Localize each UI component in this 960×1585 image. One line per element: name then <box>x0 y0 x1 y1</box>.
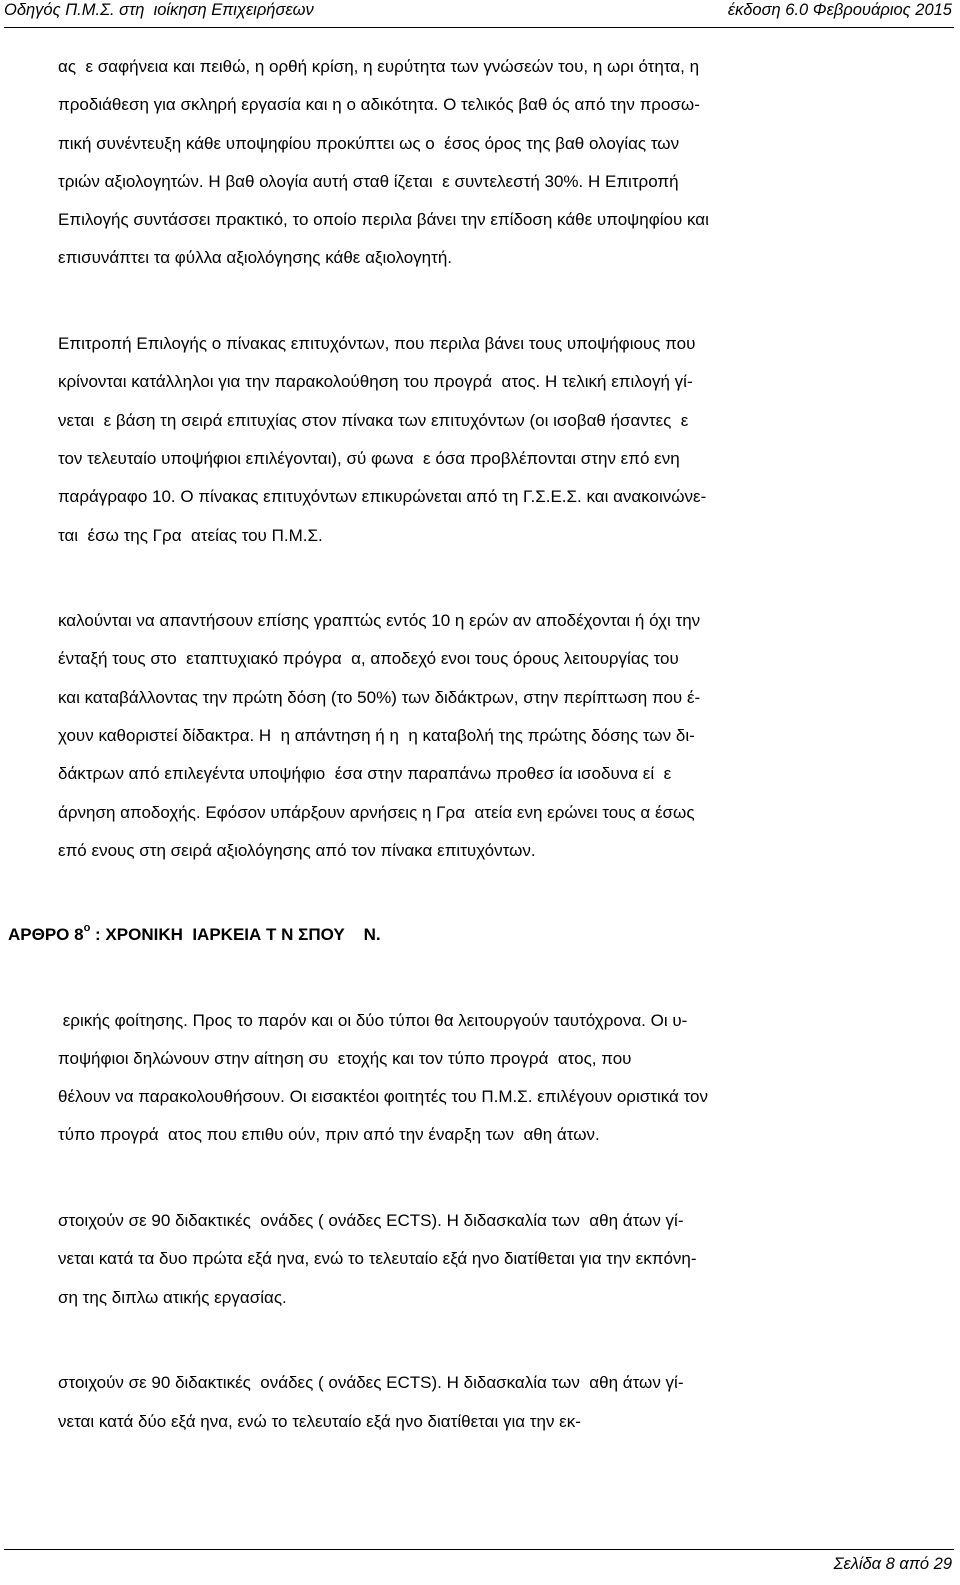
page-number: Σελίδα 8 από 29 <box>833 1555 952 1573</box>
article-title-text: : ΧΡΟΝΙΚΗ ΙΑΡΚΕΙΑ Τ Ν ΣΠΟΥ Ν. <box>90 925 381 945</box>
text-line: στοιχούν σε 90 διδακτικές ονάδες ( ονάδες ECTS). Η διδασκαλία των αθη άτων γί- <box>58 1211 684 1231</box>
header-edition: έκδοση 6.0 Φεβρουάριος 2015 <box>727 1 952 19</box>
text-line: τον τελευταίο υποψήφιοι επιλέγονται), σύ φωνα ε όσα προβλέπονται στην επό ενη <box>58 448 680 468</box>
text-line: ποψήφιοι δηλώνουν στην αίτηση συ ετοχής και τον τύπο προγρά ατος, που <box>58 1048 632 1068</box>
text-line: πική συνέντευξη κάθε υποψηφίου προκύπτει ως ο έσος όρος της βαθ ολογίας των <box>58 133 680 153</box>
text-line: στοιχούν σε 90 διδακτικές ονάδες ( ονάδες ECTS). Η διδασκαλία των αθη άτων γί- <box>58 1373 684 1393</box>
text-line <box>58 963 950 1001</box>
text-line: δάκτρων από επιλεγέντα υποψήφιο έσα στην παραπάνω προθεσ ία ισοδυνα εί ε <box>58 764 672 784</box>
text-line: καλούνται να απαντήσουν επίσης γραπτώς εντός 10 η ερών αν αποδέχονται ή όχι την <box>58 611 701 631</box>
text-line: θέλουν να παρακολουθήσουν. Οι εισακτέοι φοιτητές του Π.Μ.Σ. επιλέγουν οριστικά τον <box>58 1087 709 1107</box>
text-line: τύπο προγρά ατος που επιθυ ούν, πριν από την έναρξη των αθη άτων. <box>58 1125 600 1145</box>
document-body <box>8 48 950 1441</box>
text-line: Επιτροπή Επιλογής ο πίνακας επιτυχόντων, που περιλα βάνει τους υποψήφιους που <box>58 334 696 354</box>
header-document-title: Οδηγός Π.Μ.Σ. στη ιοίκηση Επιχειρήσεων <box>4 1 314 19</box>
text-line: κρίνονται κατάλληλοι για την παρακολούθηση του προγρά ατος. Η τελική επιλογή γί- <box>58 372 693 392</box>
header-divider <box>4 27 954 28</box>
article-item-3 <box>58 1326 950 1441</box>
text-line: χουν καθοριστεί δίδακτρα. Η η απάντηση ή η η καταβολή της πρώτης δόσης των δι- <box>58 726 695 746</box>
text-line: και καταβάλλοντας την πρώτη δόση (το 50%) των διδάκτρων, στην περίπτωση που έ- <box>58 687 701 707</box>
text-line: ας ε σαφήνεια και πειθώ, η ορθή κρίση, η ευρύτητα των γνώσεών του, η ωρι ότητα, η <box>58 57 700 76</box>
text-line: προδιάθεση για σκληρή εργασία και η ο αδικότητα. Ο τελικός βαθ ός από την προσω- <box>58 95 700 115</box>
text-line: ται έσω της Γρα ατείας του Π.Μ.Σ. <box>58 525 323 545</box>
paragraph-9 <box>58 287 950 555</box>
page-footer <box>0 1541 960 1581</box>
paragraph-8-continuation <box>58 48 950 278</box>
text-line: νεται ε βάση τη σειρά επιτυχίας στον πίνακα των επιτυχόντων (οι ισοβαθ ήσαντες ε <box>58 410 689 430</box>
text-line: νεται κατά δύο εξά ηνα, ενώ το τελευταίο εξά ηνο διατίθεται για την εκ- <box>58 1411 581 1431</box>
text-line: Επιλογής συντάσσει πρακτικό, το οποίο περιλα βάνει την επίδοση κάθε υποψηφίου και <box>58 210 709 230</box>
text-line <box>58 287 950 325</box>
text-line: ένταξή τους στο εταπτυχιακό πρόγρα α, αποδεχό ενοι τους όρους λειτουργίας του <box>58 649 679 669</box>
text-line <box>58 1326 950 1364</box>
article-title-superscript: ο <box>83 921 91 934</box>
article-item-2 <box>58 1164 950 1317</box>
text-line: άρνηση αποδοχής. Εφόσον υπάρξουν αρνήσεις η Γρα ατεία ενη ερώνει τους α έσως <box>58 802 695 822</box>
paragraph-10 <box>58 564 950 870</box>
text-line: παράγραφο 10. Ο πίνακας επιτυχόντων επικυρώνεται από τη Γ.Σ.Ε.Σ. και ανακοινώνε- <box>58 487 707 507</box>
article-item-1 <box>58 963 950 1154</box>
text-line: επισυνάπτει τα φύλλα αξιολόγησης κάθε αξιολογητή. <box>58 248 452 268</box>
article-heading <box>8 916 950 954</box>
text-line <box>58 1164 950 1202</box>
text-line <box>58 564 950 602</box>
page-header <box>0 0 960 34</box>
footer-divider <box>4 1549 954 1550</box>
text-line: νεται κατά τα δυο πρώτα εξά ηνα, ενώ το τελευταίο εξά ηνο διατίθεται για την εκπόνη- <box>58 1249 697 1269</box>
article-title-prefix: ΑΡΘΡΟ 8 <box>8 925 84 945</box>
text-line: επό ενους στη σειρά αξιολόγησης από τον πίνακα επιτυχόντων. <box>58 840 536 860</box>
text-line: ση της διπλω ατικής εργασίας. <box>58 1287 287 1307</box>
text-line: ερικής φοίτησης. Προς το παρόν και οι δύο τύποι θα λειτουργούν ταυτόχρονα. Οι υ- <box>58 1010 688 1030</box>
text-line: τριών αξιολογητών. Η βαθ ολογία αυτή σταθ ίζεται ε συντελεστή 30%. Η Επιτροπή <box>58 171 679 191</box>
